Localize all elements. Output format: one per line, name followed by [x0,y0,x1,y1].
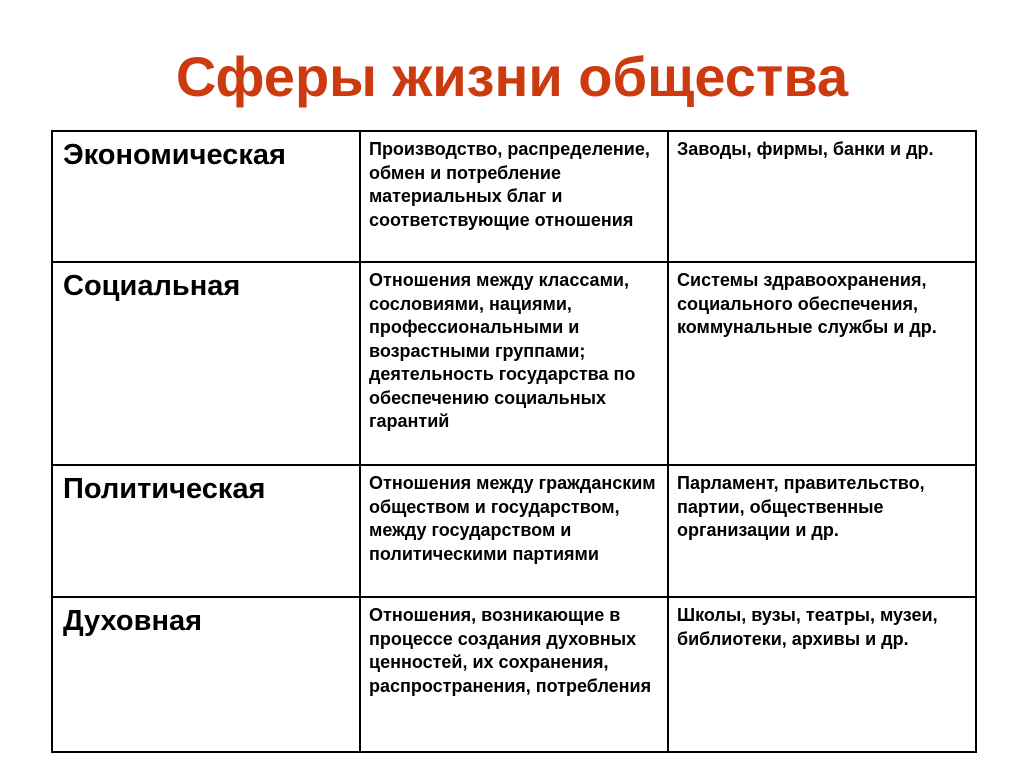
sphere-description: Отношения между гражданским обществом и государством, между государством и политическими партиями [360,465,668,597]
page-title: Сферы жизни общества [175,45,849,108]
sphere-description: Отношения, возникающие в процессе создания духовных ценностей, их сохранения, распространения, потребления [360,597,668,752]
table-row [52,597,976,752]
sphere-institutions: Заводы, фирмы, банки и др. [668,131,976,262]
sphere-description: Отношения между классами, сословиями, нациями, профессиональными и возрастными группами; деятельность государства по обеспечению социальных гарантий [360,262,668,465]
sphere-institutions: Школы, вузы, театры, музеи, библиотеки, архивы и др. [668,597,976,752]
table-row [52,131,976,262]
sphere-institutions: Системы здравоохранения, социального обеспечения, коммунальные службы и др. [668,262,976,465]
table-row [52,465,976,597]
sphere-institutions: Парламент, правительство, партии, общественные организации и др. [668,465,976,597]
table-row [52,262,976,465]
spheres-table [51,130,977,753]
sphere-name: Экономическая [52,131,360,262]
sphere-name: Духовная [52,597,360,752]
sphere-name: Социальная [52,262,360,465]
sphere-description: Производство, распределение, обмен и потребление материальных благ и соответствующие отношения [360,131,668,262]
sphere-name: Политическая [52,465,360,597]
